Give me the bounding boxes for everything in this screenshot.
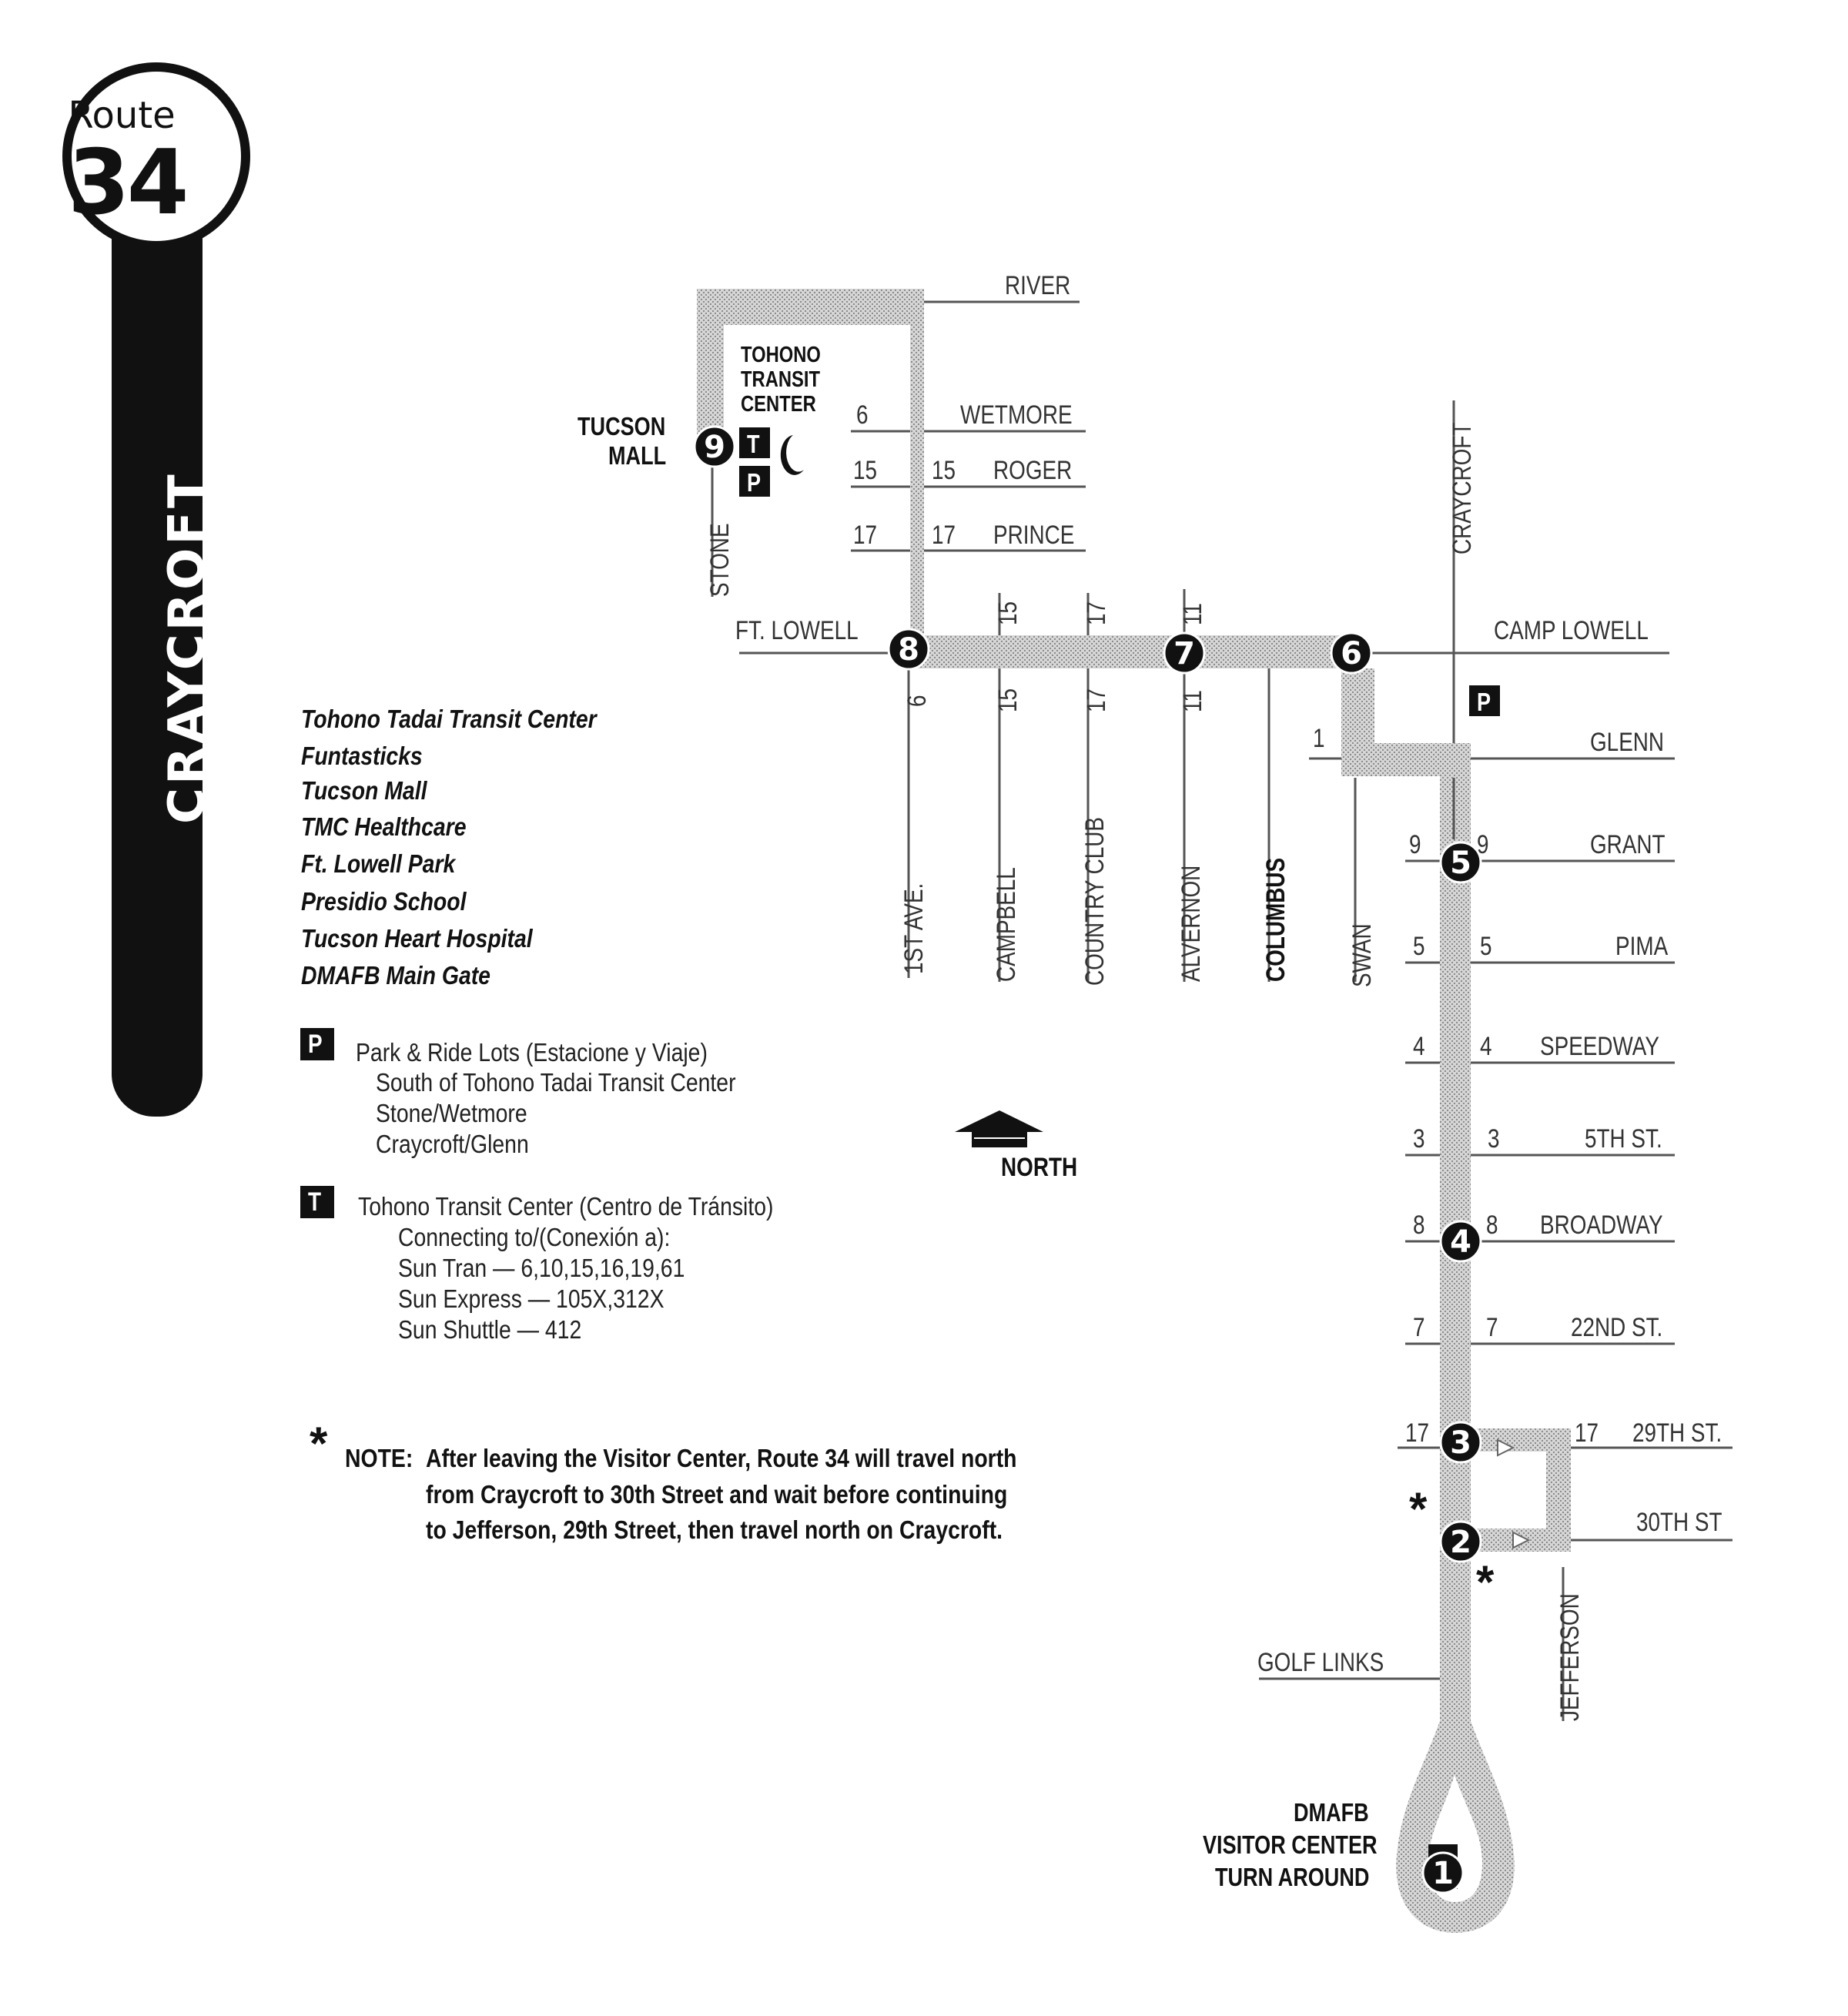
route-segment-craycroft [1341, 668, 1471, 1721]
destination-item: Ft. Lowell Park [301, 849, 456, 878]
legend-transit-connect: Connecting to/(Conexión a): [398, 1223, 671, 1251]
place-visitor: VISITOR CENTER [1203, 1830, 1378, 1859]
connecting-route-label: 17 [1082, 601, 1111, 625]
street-label: CAMP LOWELL [1494, 616, 1649, 645]
connecting-route-label: 9 [1409, 830, 1421, 859]
timepoint-5 [1441, 842, 1481, 882]
street-label: RIVER [1005, 271, 1071, 300]
connecting-route-label: 11 [1178, 690, 1207, 712]
street-label: WETMORE [960, 400, 1073, 430]
north-arrow-icon [955, 1110, 1043, 1147]
legend-park-title: Park & Ride Lots (Estacione y Viaje) [356, 1038, 708, 1067]
destination-item: TMC Healthcare [301, 812, 467, 841]
map-asterisk: * [1409, 1483, 1428, 1535]
street-label: GOLF LINKS [1257, 1648, 1384, 1677]
destination-item: Tucson Heart Hospital [301, 924, 533, 953]
street-label: GLENN [1590, 728, 1665, 757]
connecting-route-label: 7 [1486, 1313, 1498, 1342]
street-label: STONE [705, 523, 735, 597]
note-line: After leaving the Visitor Center, Route 34 will travel north [426, 1444, 1017, 1472]
transit-letter: T [747, 430, 760, 458]
park-letter: P [747, 468, 762, 497]
timepoint-number: 3 [1450, 1425, 1471, 1461]
route-name: CRAYCROFT [159, 471, 216, 824]
connecting-route-label: 15 [993, 688, 1023, 712]
timepoint-number: 4 [1450, 1224, 1471, 1260]
street-label: FT. LOWELL [735, 616, 859, 645]
timepoint-number: 7 [1173, 636, 1195, 671]
connecting-route-label: 15 [853, 456, 878, 485]
connecting-route-label: 15 [932, 456, 956, 485]
street-label: 5TH ST. [1585, 1124, 1662, 1154]
street-label: BROADWAY [1540, 1211, 1663, 1240]
timepoint-number: 2 [1450, 1525, 1471, 1560]
connecting-route-label: 17 [932, 521, 956, 550]
street-label: CRAYCROFT [1448, 422, 1477, 554]
connecting-route-label: 1 [1313, 724, 1325, 753]
connecting-route-label: 17 [1575, 1418, 1599, 1448]
map-asterisk: * [1476, 1556, 1495, 1608]
connecting-route-label: 8 [1413, 1211, 1425, 1240]
connecting-route-label: 15 [993, 601, 1023, 625]
connecting-route-label: 17 [1082, 688, 1111, 712]
street-label: 29TH ST. [1632, 1418, 1722, 1448]
route-label: Route [68, 94, 176, 137]
timepoint-4 [1441, 1221, 1481, 1261]
legend-transit-line: Sun Express — 105X,312X [398, 1284, 665, 1313]
timepoint-3 [1441, 1422, 1481, 1462]
legend-park-letter: P [308, 1030, 323, 1059]
street-label: 1ST AVE. [899, 882, 929, 974]
street-label: 30TH ST [1636, 1508, 1722, 1537]
timepoint-number: 9 [704, 430, 725, 465]
park-letter: P [1477, 688, 1491, 716]
street-label: SPEEDWAY [1540, 1032, 1659, 1061]
street-label: GRANT [1590, 830, 1666, 859]
place-visitor: DMAFB [1294, 1798, 1369, 1827]
note-line: to Jefferson, 29th Street, then travel north on Craycroft. [426, 1515, 1003, 1544]
legend-transit-line: Sun Shuttle — 412 [398, 1315, 582, 1344]
timepoint-number: 5 [1450, 846, 1471, 881]
timepoint-1 [1423, 1853, 1463, 1893]
legend-transit-title: Tohono Transit Center (Centro de Tránsito) [358, 1192, 774, 1221]
connecting-route-label: 5 [1413, 932, 1425, 961]
route-number: 34 [68, 131, 186, 235]
destination-item: Presidio School [301, 887, 467, 916]
connecting-route-label: 7 [1413, 1313, 1425, 1342]
connecting-route-label: 3 [1413, 1124, 1425, 1154]
timepoint-8 [889, 629, 929, 669]
legend-park-lot: South of Tohono Tadai Transit Center [376, 1068, 736, 1097]
street-label: CAMPBELL [992, 867, 1021, 982]
timepoint-number: 1 [1432, 1856, 1454, 1891]
destination-item: Tohono Tadai Transit Center [301, 705, 597, 733]
legend-transit-letter: T [308, 1187, 322, 1217]
place-tucson-mall: MALL [608, 441, 667, 470]
connecting-route-label: 9 [1477, 830, 1489, 859]
destination-item: Funtasticks [301, 742, 423, 770]
legend-park-lot: Craycroft/Glenn [376, 1130, 529, 1158]
timepoint-number: 6 [1341, 636, 1362, 671]
street-label: SWAN [1348, 923, 1377, 987]
connecting-route-label: 6 [856, 400, 869, 430]
street-label: ALVERNON [1177, 865, 1206, 982]
place-tohono: TRANSIT [741, 367, 821, 392]
place-visitor: TURN AROUND [1215, 1863, 1370, 1891]
route-path [697, 289, 1571, 1933]
timepoint-7 [1164, 633, 1204, 673]
street-label: COUNTRY CLUB [1080, 817, 1110, 986]
street-label: COLUMBUS [1261, 857, 1291, 982]
connecting-route-label: 5 [1480, 932, 1492, 961]
connecting-route-label: 3 [1488, 1124, 1500, 1154]
connecting-route-label: 8 [1486, 1211, 1498, 1240]
street-label: ROGER [993, 456, 1073, 485]
street-label: PIMA [1615, 932, 1669, 961]
place-tucson-mall: TUCSON [578, 412, 666, 440]
connecting-route-label: 11 [1178, 603, 1207, 625]
connecting-route-label: 17 [1405, 1418, 1430, 1448]
connecting-route-label: 4 [1480, 1032, 1492, 1061]
timepoint-number: 8 [898, 632, 919, 668]
connecting-route-label: 4 [1413, 1032, 1425, 1061]
timepoint-2 [1441, 1522, 1481, 1562]
note-asterisk: * [310, 1418, 328, 1469]
destination-item: Tucson Mall [301, 776, 427, 805]
place-tohono: CENTER [741, 392, 816, 417]
street-label: JEFFERSON [1555, 1593, 1585, 1721]
legend-transit-line: Sun Tran — 6,10,15,16,19,61 [398, 1254, 685, 1282]
timepoint-9 [695, 427, 735, 467]
destination-item: DMAFB Main Gate [301, 961, 490, 990]
legend-park-lot: Stone/Wetmore [376, 1099, 527, 1127]
connecting-route-label: 17 [853, 521, 878, 550]
note-label: NOTE: [345, 1444, 413, 1472]
timepoint-6 [1331, 633, 1371, 673]
note-line: from Craycroft to 30th Street and wait before continuing [426, 1480, 1008, 1509]
route-segment-jefferson-loop [1472, 1428, 1571, 1552]
place-tohono: TOHONO [741, 343, 821, 367]
street-label: 22ND ST. [1571, 1313, 1663, 1342]
north-label: NORTH [1001, 1153, 1078, 1182]
connecting-route-label: 6 [902, 695, 932, 707]
street-label: PRINCE [993, 521, 1075, 550]
mall-icon [781, 435, 804, 475]
